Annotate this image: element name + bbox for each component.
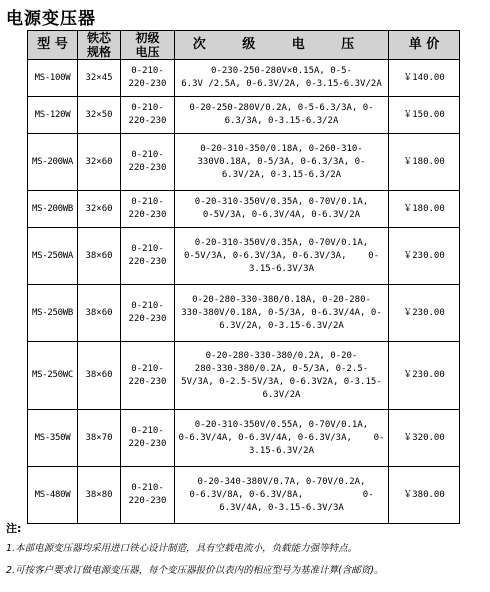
table-row <box>28 191 460 228</box>
secondary-line: 0-20-310-350V/0.55A, 0-70V/0.1A, <box>194 419 369 430</box>
spec-table <box>27 30 460 524</box>
cell-primary <box>121 342 175 410</box>
spec-table-body <box>28 60 460 524</box>
cell-model: MS-250WC <box>28 342 78 410</box>
table-row <box>28 467 460 524</box>
primary-line: 0-210- <box>131 103 164 113</box>
cell-model: MS-250WB <box>28 285 78 342</box>
cell-core: 32×45 <box>78 60 121 97</box>
cell-core: 32×60 <box>78 134 121 191</box>
primary-line: 220-230 <box>128 116 167 126</box>
secondary-line: 0-6.3V/8A, 0-6.3V/8A, 0- <box>189 489 374 500</box>
primary-line: 0-210- <box>131 197 164 207</box>
notes-label: 注: <box>6 522 22 535</box>
secondary-line: 0-20-310-350V/0.35A, 0-70V/0.1A, <box>194 197 369 207</box>
secondary-line: 3.15-6.3V/2A <box>248 445 315 456</box>
primary-line: 0-210- <box>131 426 164 436</box>
cell-secondary <box>175 60 389 97</box>
table-row <box>28 97 460 134</box>
cell-core: 38×60 <box>78 285 121 342</box>
cell-core: 38×70 <box>78 410 121 467</box>
cell-secondary <box>175 228 389 285</box>
primary-line: 0-210- <box>131 363 164 374</box>
primary-line: 220-230 <box>128 496 167 506</box>
table-row <box>28 285 460 342</box>
primary-line: 220-230 <box>128 210 167 220</box>
secondary-line: 0-230-250-280V×0.15A, 0-5- <box>211 66 352 76</box>
header-core-line2: 规格 <box>86 45 111 59</box>
cell-model: MS-250WA <box>28 228 78 285</box>
cell-primary <box>121 134 175 191</box>
header-model: 型 号 <box>28 31 78 60</box>
cell-price: ￥380.00 <box>389 467 460 524</box>
cell-secondary <box>175 285 389 342</box>
cell-price: ￥180.00 <box>389 134 460 191</box>
cell-primary <box>121 228 175 285</box>
secondary-line: 0-5V/3A, 0-6.3V/4A, 0-6.3V/2A <box>202 210 361 220</box>
cell-model: MS-120W <box>28 97 78 134</box>
secondary-line: 6.3/3A, 0-3.15-6.3/2A <box>224 116 339 126</box>
cell-price: ￥140.00 <box>389 60 460 97</box>
cell-secondary <box>175 342 389 410</box>
primary-line: 0-210- <box>131 150 164 160</box>
primary-line: 220-230 <box>128 439 167 449</box>
cell-primary <box>121 97 175 134</box>
header-core-line1: 铁芯 <box>86 31 111 45</box>
cell-secondary <box>175 97 389 134</box>
cell-price: ￥230.00 <box>389 285 460 342</box>
note-item-1: 1.本部电源变压器均采用进口铁心设计制造，具有空载电流小，负载能力强等特点。 <box>6 543 358 554</box>
header-primary-line2: 电压 <box>135 45 160 59</box>
cell-price: ￥230.00 <box>389 228 460 285</box>
primary-line: 0-210- <box>131 66 164 76</box>
note-item-2: 2.可按客户要求订做电源变压器，每个变压器报价以表内的相应型号为基准计算(含邮资)。 <box>6 565 384 576</box>
header-price: 单 价 <box>389 31 460 60</box>
table-row <box>28 134 460 191</box>
header-core <box>78 31 121 60</box>
secondary-line: 0-20-280-330-380/0.18A, 0-20-280- <box>192 294 371 305</box>
cell-core: 32×50 <box>78 97 121 134</box>
secondary-line: 6.3V/2A, 0-3.15-6.3/2A <box>221 169 342 180</box>
primary-line: 0-210- <box>131 301 164 311</box>
cell-price: ￥230.00 <box>389 342 460 410</box>
secondary-line: 280-330-380/0.2A, 0-5/3A, 0-2.5- <box>194 363 369 374</box>
header-secondary: 次 级 电 压 <box>175 31 389 60</box>
table-row <box>28 228 460 285</box>
secondary-line: 6.3V/4A, 0-3.15-6.3V/3A <box>219 502 344 513</box>
header-primary-line1: 初级 <box>135 31 160 45</box>
table-header-row <box>28 31 460 60</box>
primary-line: 220-230 <box>128 79 167 89</box>
cell-primary <box>121 410 175 467</box>
cell-secondary <box>175 410 389 467</box>
table-row <box>28 60 460 97</box>
cell-primary <box>121 467 175 524</box>
cell-price: ￥180.00 <box>389 191 460 228</box>
cell-primary <box>121 191 175 228</box>
secondary-line: 330V0.18A, 0-5/3A, 0-6.3/3A, 0- <box>197 156 366 167</box>
secondary-line: 0-20-340-380V/0.7A, 0-70V/0.2A, <box>197 476 366 487</box>
page-title: 电源变压器 <box>6 9 96 29</box>
cell-secondary <box>175 134 389 191</box>
cell-primary <box>121 285 175 342</box>
secondary-line: 6.3V/2A, 0-3.15-6.3V/2A <box>219 320 344 331</box>
notes <box>6 520 486 577</box>
cell-core: 38×60 <box>78 342 121 410</box>
secondary-line: 0-20-310-350/0.18A, 0-260-310- <box>200 143 363 154</box>
cell-model: MS-200WB <box>28 191 78 228</box>
cell-primary <box>121 60 175 97</box>
secondary-line: 0-20-310-350V/0.35A, 0-70V/0.1A, <box>194 237 369 248</box>
cell-price: ￥320.00 <box>389 410 460 467</box>
cell-price: ￥150.00 <box>389 97 460 134</box>
primary-line: 0-210- <box>131 483 164 493</box>
secondary-line: 3.15-6.3V/3A <box>248 263 315 274</box>
cell-model: MS-200WA <box>28 134 78 191</box>
primary-line: 220-230 <box>128 257 167 267</box>
cell-core: 32×60 <box>78 191 121 228</box>
cell-model: MS-100W <box>28 60 78 97</box>
primary-line: 0-210- <box>131 244 164 254</box>
cell-core: 38×60 <box>78 228 121 285</box>
cell-model: MS-350W <box>28 410 78 467</box>
secondary-line: 0-20-250-280V/0.2A, 0-5-6.3/3A, 0- <box>189 103 374 113</box>
primary-line: 220-230 <box>128 314 167 324</box>
secondary-line: 0-5V/3A, 0-6.3V/3A, 0-6.3V/3A, 0- <box>183 250 380 261</box>
secondary-line: 0-20-280-330-380/0.2A, 0-20- <box>205 350 358 361</box>
cell-secondary <box>175 467 389 524</box>
secondary-line: 330-380V/0.18A, 0-5/3A, 0-6.3V/4A, 0- <box>181 307 382 318</box>
secondary-line: 5V/3A, 0-2.5-5V/3A, 0-6.3V2A, 0-3.15- <box>181 376 382 387</box>
cell-core: 38×80 <box>78 467 121 524</box>
secondary-line: 6.3V/2A <box>262 389 301 400</box>
table-row <box>28 410 460 467</box>
header-primary <box>121 31 175 60</box>
primary-line: 220-230 <box>128 163 167 173</box>
table-row <box>28 342 460 410</box>
secondary-line: 6.3V /2.5A, 0-6.3V/2A, 0-3.15-6.3V/2A <box>181 79 382 89</box>
primary-line: 220-230 <box>128 376 167 387</box>
secondary-line: 0-6.3V/4A, 0-6.3V/4A, 0-6.3V/3A, 0- <box>178 432 385 443</box>
cell-secondary <box>175 191 389 228</box>
cell-model: MS-480W <box>28 467 78 524</box>
